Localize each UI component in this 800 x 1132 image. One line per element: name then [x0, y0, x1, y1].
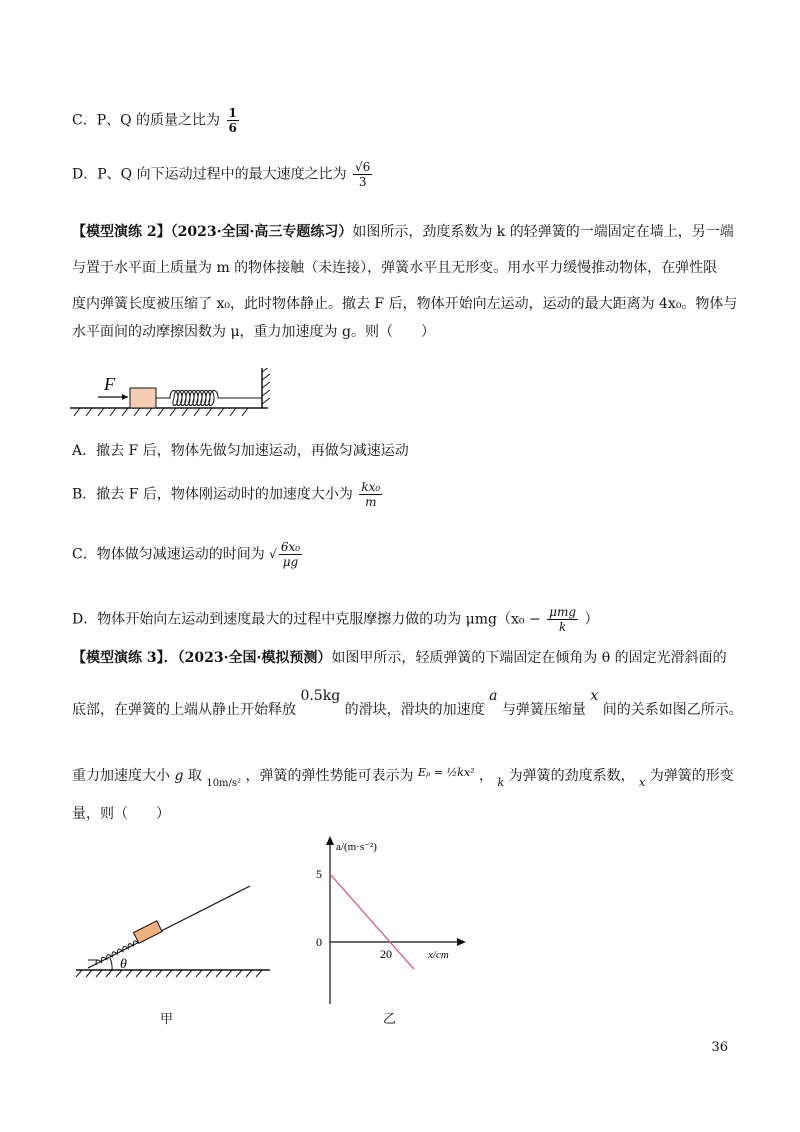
option-b: B．撤去 F 后，物体刚运动时的加速度大小为 $\frac{\text{kx₀}}{m}$ [72, 480, 381, 509]
a-x-chart [310, 836, 470, 1006]
problem-3-line-2: 底部，在弹簧的上端从静止开始释放 0.5kg 的滑块，滑块的加速度 a 与弹簧压缩量 x 间的关系如图乙所示。 [72, 688, 743, 718]
caption-yi: 乙 [383, 1012, 397, 1027]
x-axis-arrow [457, 938, 466, 946]
y-tick-label: 5 [316, 867, 322, 881]
problem-2-line-3: 度内弹簧长度被压缩了 x₀，此时物体静止。撤去 F 后，物体开始向左运动，运动的最大距离为 4x₀。物体与 [72, 296, 738, 312]
force-label: F [104, 374, 115, 394]
problem-3-line-4: 量，则（ ） [72, 806, 170, 822]
option-c-top: C．P、Q 的质量之比为 $\frac{1}{6}$ [72, 106, 237, 135]
option-a: A．撤去 F 后，物体先做匀加速运动，再做匀减速运动 [72, 443, 409, 459]
x-tick-label: 20 [380, 947, 392, 961]
problem-3-line-1: 【模型演练 3】．（2023·全国·模拟预测）如图甲所示，轻质弹簧的下端固定在倾角为 θ 的固定光滑斜面的 [72, 650, 727, 666]
theta-label: θ [120, 957, 127, 972]
option-d-top: D．P、Q 向下运动过程中的最大速度之比为 $\frac{√6}{3}$ [72, 160, 371, 189]
page-number: 36 [711, 1040, 728, 1055]
problem-3-line-3: 重力加速度大小 g 取 $_{10m/s^2}$ ，弹簧的弹性势能可表示为 $^{E_p = \frac{1}{2}kx^2}$ ， $_k$ 为弹簧的劲度系数， $_x$ 为弹簧的形变 [72, 766, 734, 789]
origin-label: 0 [316, 935, 322, 949]
fraction: $\frac{1}{6}$ [228, 106, 237, 135]
series-line [330, 874, 414, 969]
y-axis-label: a/(m·s⁻²) [336, 841, 377, 853]
x-axis-label: x/cm [428, 949, 449, 961]
option-d: D．物体开始向左运动到速度最大的过程中克服摩擦力做的功为 μmg（x₀ − $\frac{\text{μmg}}{k}$ ） [72, 605, 599, 634]
problem-2-line-1: 【模型演练 2】（2023·全国·高三专题练习）如图所示，劲度系数为 k 的轻弹簧的一端固定在墙上，另一端 [72, 224, 734, 240]
y-axis-arrow [326, 836, 334, 845]
problem-2-line-2: 与置于水平面上质量为 m 的物体接触（未连接），弹簧水平且无形变。用水平力缓慢推动物体，在弹性限 [72, 260, 718, 276]
fraction: $\frac{√6}{3}$ [355, 160, 371, 189]
sqrt-expression: √ $\frac{\text{6x₀}}{\mu g}$ [269, 540, 301, 569]
caption-jia: 甲 [160, 1012, 174, 1027]
incline-figure [74, 880, 274, 990]
problem-2-line-4: 水平面间的动摩擦因数为 μ，重力加速度为 g。则（ ） [72, 324, 435, 340]
option-c: C．物体做匀减速运动的时间为 √ $\frac{\text{6x₀}}{\mu g}$ [72, 540, 304, 569]
spring-block-figure [70, 368, 280, 420]
